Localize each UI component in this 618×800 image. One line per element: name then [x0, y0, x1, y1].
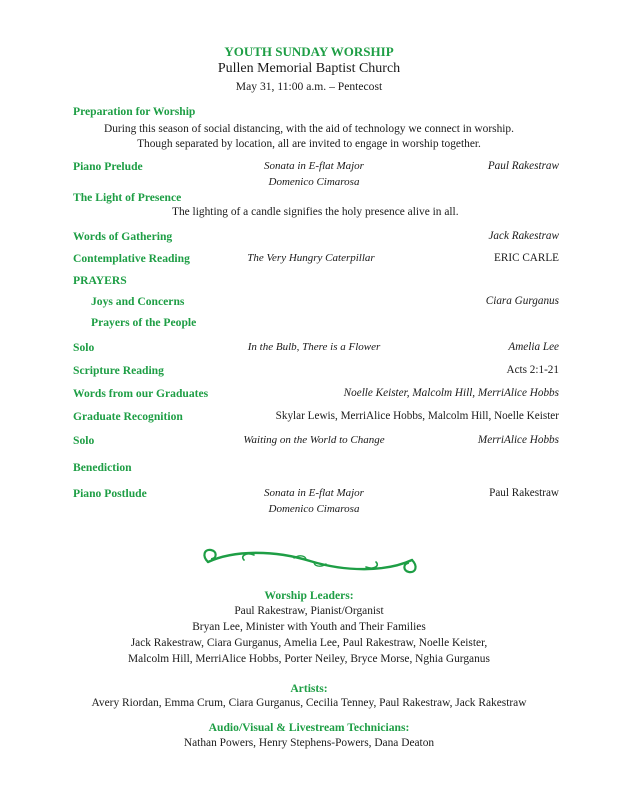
technicians-heading: Audio/Visual & Livestream Technicians:: [208, 721, 410, 734]
page-title: YOUTH SUNDAY WORSHIP: [224, 44, 394, 59]
preparation-line2: Though separated by location, all are invited to engage in worship together.: [137, 138, 481, 150]
gathering-leader: Jack Rakestraw: [488, 230, 559, 242]
prelude-composer: Domenico Cimarosa: [268, 176, 360, 188]
recognition-label: Graduate Recognition: [73, 410, 183, 423]
gathering-label: Words of Gathering: [73, 230, 173, 243]
light-text: The lighting of a candle signifies the holy presence alive in all.: [172, 206, 459, 218]
artists-line1: Avery Riordan, Emma Crum, Ciara Gurganus, Cecilia Tenney, Paul Rakestraw, Jack Rakestraw: [91, 697, 527, 709]
prelude-piece: Sonata in E-flat Major: [264, 160, 364, 172]
scripture-label: Scripture Reading: [73, 364, 164, 377]
prelude-label: Piano Prelude: [73, 160, 143, 173]
green-flourish-divider-icon: [194, 544, 426, 578]
postlude-composer: Domenico Cimarosa: [268, 503, 360, 515]
solo1-label: Solo: [73, 341, 95, 354]
reading-label: Contemplative Reading: [73, 252, 190, 265]
light-label: The Light of Presence: [73, 191, 182, 204]
postlude-performer: Paul Rakestraw: [489, 487, 559, 499]
graduates-words-names: Noelle Keister, Malcolm Hill, MerriAlice Hobbs: [343, 387, 559, 399]
prayers-label: PRAYERS: [73, 274, 127, 287]
leaders-line1: Paul Rakestraw, Pianist/Organist: [234, 605, 384, 617]
church-name: Pullen Memorial Baptist Church: [217, 61, 401, 76]
people-prayers-label: Prayers of the People: [91, 316, 197, 329]
scripture-reference: Acts 2:1-21: [506, 364, 559, 376]
solo2-label: Solo: [73, 434, 95, 447]
benediction-label: Benediction: [73, 461, 132, 474]
prelude-performer: Paul Rakestraw: [487, 160, 559, 172]
solo2-title: Waiting on the World to Change: [243, 434, 385, 446]
artists-heading: Artists:: [290, 682, 328, 695]
solo2-performer: MerriAlice Hobbs: [477, 434, 559, 446]
leaders-line4: Malcolm Hill, MerriAlice Hobbs, Porter Neiley, Bryce Morse, Nghia Gurganus: [128, 653, 490, 665]
postlude-label: Piano Postlude: [73, 487, 147, 500]
technicians-line1: Nathan Powers, Henry Stephens-Powers, Dana Deaton: [183, 737, 435, 749]
solo1-title: In the Bulb, There is a Flower: [247, 341, 381, 353]
leaders-line2: Bryan Lee, Minister with Youth and Their Families: [192, 621, 426, 633]
solo1-performer: Amelia Lee: [508, 341, 559, 353]
leaders-heading: Worship Leaders:: [264, 589, 354, 602]
postlude-piece: Sonata in E-flat Major: [264, 487, 364, 499]
joys-label: Joys and Concerns: [91, 295, 185, 308]
joys-leader: Ciara Gurganus: [485, 295, 559, 307]
leaders-line3: Jack Rakestraw, Ciara Gurganus, Amelia Lee, Paul Rakestraw, Noelle Keister,: [130, 637, 488, 649]
service-date: May 31, 11:00 a.m. – Pentecost: [235, 80, 383, 93]
preparation-heading: Preparation for Worship: [73, 105, 196, 118]
graduates-words-label: Words from our Graduates: [73, 387, 209, 400]
preparation-line1: During this season of social distancing, with the aid of technology we connect in worship.: [104, 123, 514, 135]
recognition-names: Skylar Lewis, MerriAlice Hobbs, Malcolm Hill, Noelle Keister: [275, 410, 559, 422]
reading-title: The Very Hungry Caterpillar: [247, 252, 375, 264]
reading-author: ERIC CARLE: [494, 252, 559, 264]
